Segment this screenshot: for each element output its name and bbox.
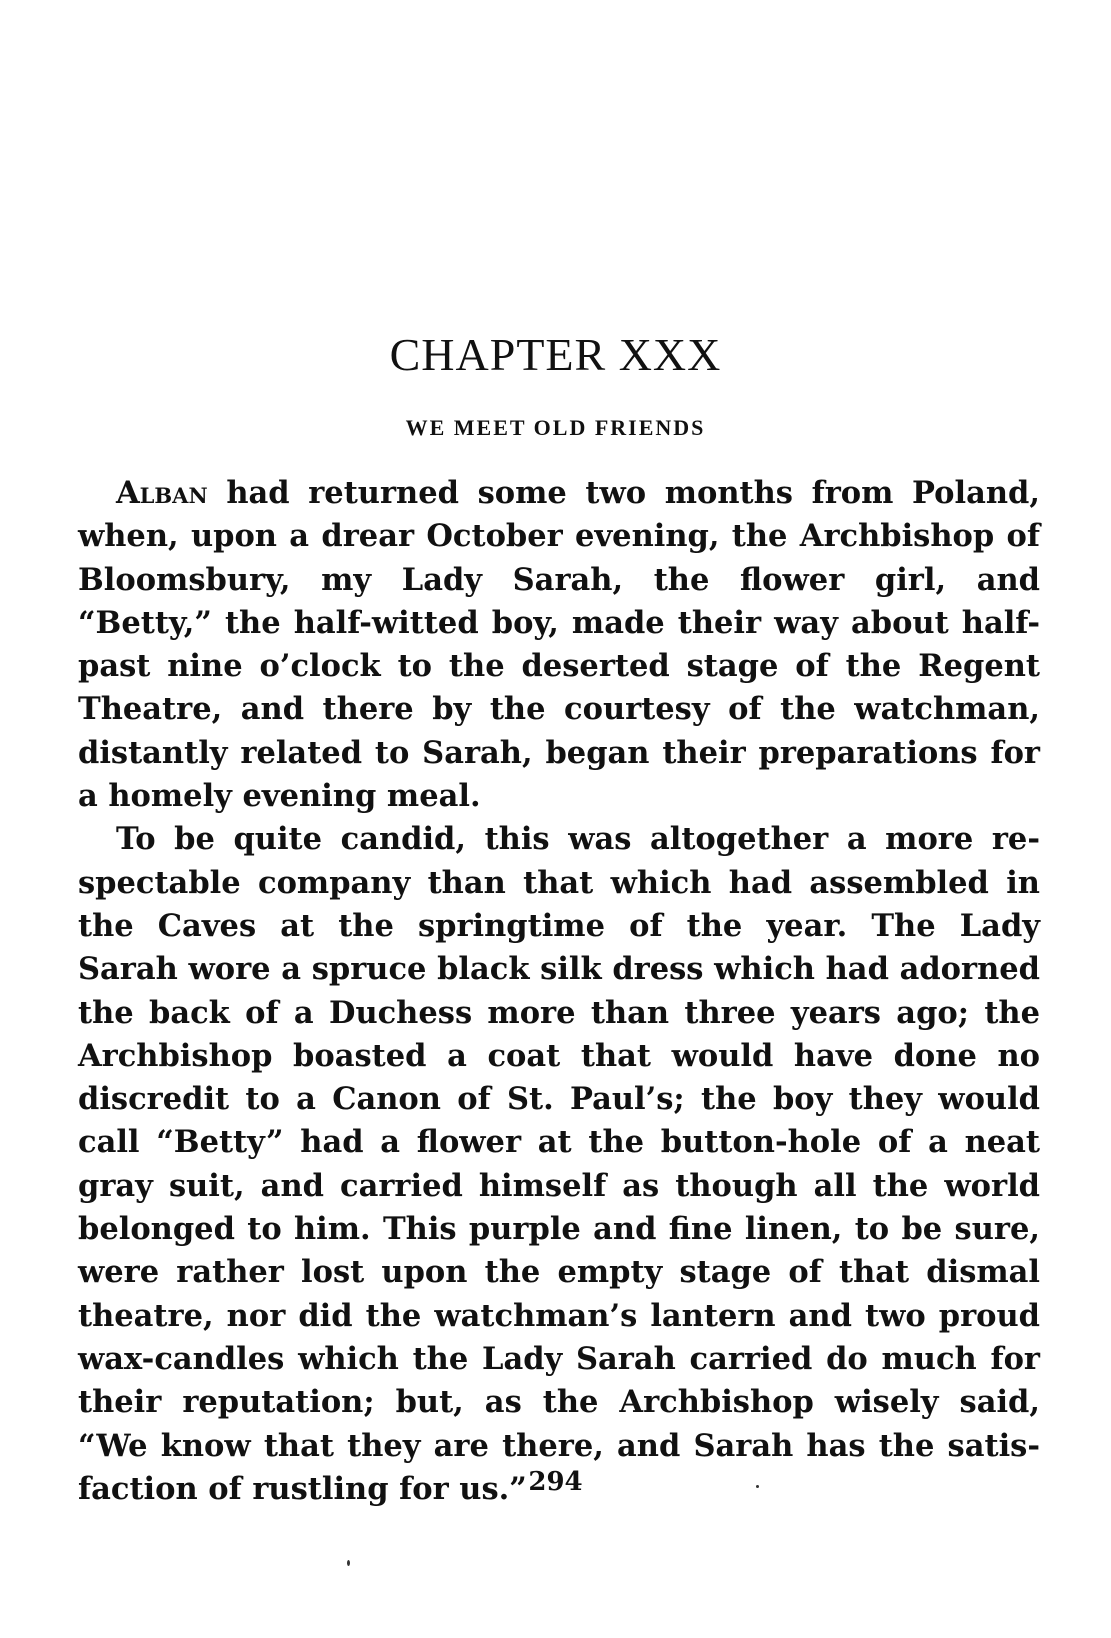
chapter-body — [78, 472, 1040, 1511]
line-text: call “Betty” had a flower at the button-hole of a neat — [78, 1124, 1040, 1161]
line-text: distantly related to Sarah, began their preparations for — [78, 734, 1040, 771]
text-line — [78, 602, 1040, 645]
line-text: the back of a Duchess more than three years ago; the — [78, 994, 1040, 1031]
line-text: Theatre, and there by the courtesy of the watchman, — [78, 691, 1040, 728]
text-line — [78, 1251, 1040, 1294]
text-line — [78, 1338, 1040, 1381]
text-line — [78, 818, 1040, 861]
text-line — [78, 992, 1040, 1035]
text-line — [78, 1381, 1040, 1424]
line-text: were rather lost upon the empty stage of that dismal — [78, 1254, 1040, 1291]
lead-word: Alban — [116, 475, 208, 511]
line-text: “Betty,” the half-witted boy, made their way about half- — [78, 604, 1040, 641]
text-line — [78, 559, 1040, 602]
line-text: gray suit, and carried himself as though all the world — [78, 1167, 1040, 1204]
text-line — [78, 732, 1040, 775]
line-text: discredit to a Canon of St. Paul’s; the boy they would — [78, 1081, 1040, 1118]
text-line — [78, 1035, 1040, 1078]
print-speck — [756, 1485, 759, 1488]
line-text: faction of rustling for us.” — [78, 1470, 527, 1507]
line-text: the Caves at the springtime of the year. The Lady — [78, 907, 1040, 944]
line-text: past nine o’clock to the deserted stage of the Regent — [78, 648, 1040, 685]
text-line — [78, 775, 1040, 818]
line-text: wax-candles which the Lady Sarah carried do much for — [78, 1340, 1040, 1377]
line-text: theatre, nor did the watchman’s lantern and two proud — [78, 1297, 1040, 1334]
text-line — [78, 688, 1040, 731]
text-line — [78, 905, 1040, 948]
chapter-title: CHAPTER XXX — [389, 329, 722, 380]
line-text: spectable company than that which had assembled in — [78, 864, 1040, 901]
line-text: Sarah wore a spruce black silk dress which had adorned — [78, 951, 1040, 988]
text-line — [78, 515, 1040, 558]
line-text: belonged to him. This purple and fine linen, to be sure, — [78, 1211, 1040, 1248]
text-line — [78, 472, 1040, 515]
print-speck — [347, 1560, 350, 1566]
text-line — [78, 1208, 1040, 1251]
text-line — [78, 1295, 1040, 1338]
line-text: had returned some two months from Poland, — [207, 475, 1040, 511]
text-line — [78, 1078, 1040, 1121]
line-text: their reputation; but, as the Archbishop wisely said, — [78, 1384, 1040, 1421]
text-line — [78, 645, 1040, 688]
text-line — [78, 1425, 1040, 1468]
chapter-subtitle: WE MEET OLD FRIENDS — [405, 415, 706, 440]
text-line — [78, 1165, 1040, 1208]
line-text: a homely evening meal. — [78, 778, 481, 815]
line-text: Bloomsbury, my Lady Sarah, the flower girl, and — [78, 561, 1040, 598]
line-text: To be quite candid, this was altogether a more re- — [116, 821, 1040, 858]
text-line — [78, 862, 1040, 905]
page-number: 294 — [528, 1467, 583, 1497]
line-text: Archbishop boasted a coat that would have done no — [78, 1037, 1040, 1074]
text-line — [78, 948, 1040, 991]
line-text: when, upon a drear October evening, the Archbishop of — [78, 518, 1040, 555]
text-line — [78, 1121, 1040, 1164]
line-text: “We know that they are there, and Sarah has the satis- — [78, 1427, 1040, 1464]
